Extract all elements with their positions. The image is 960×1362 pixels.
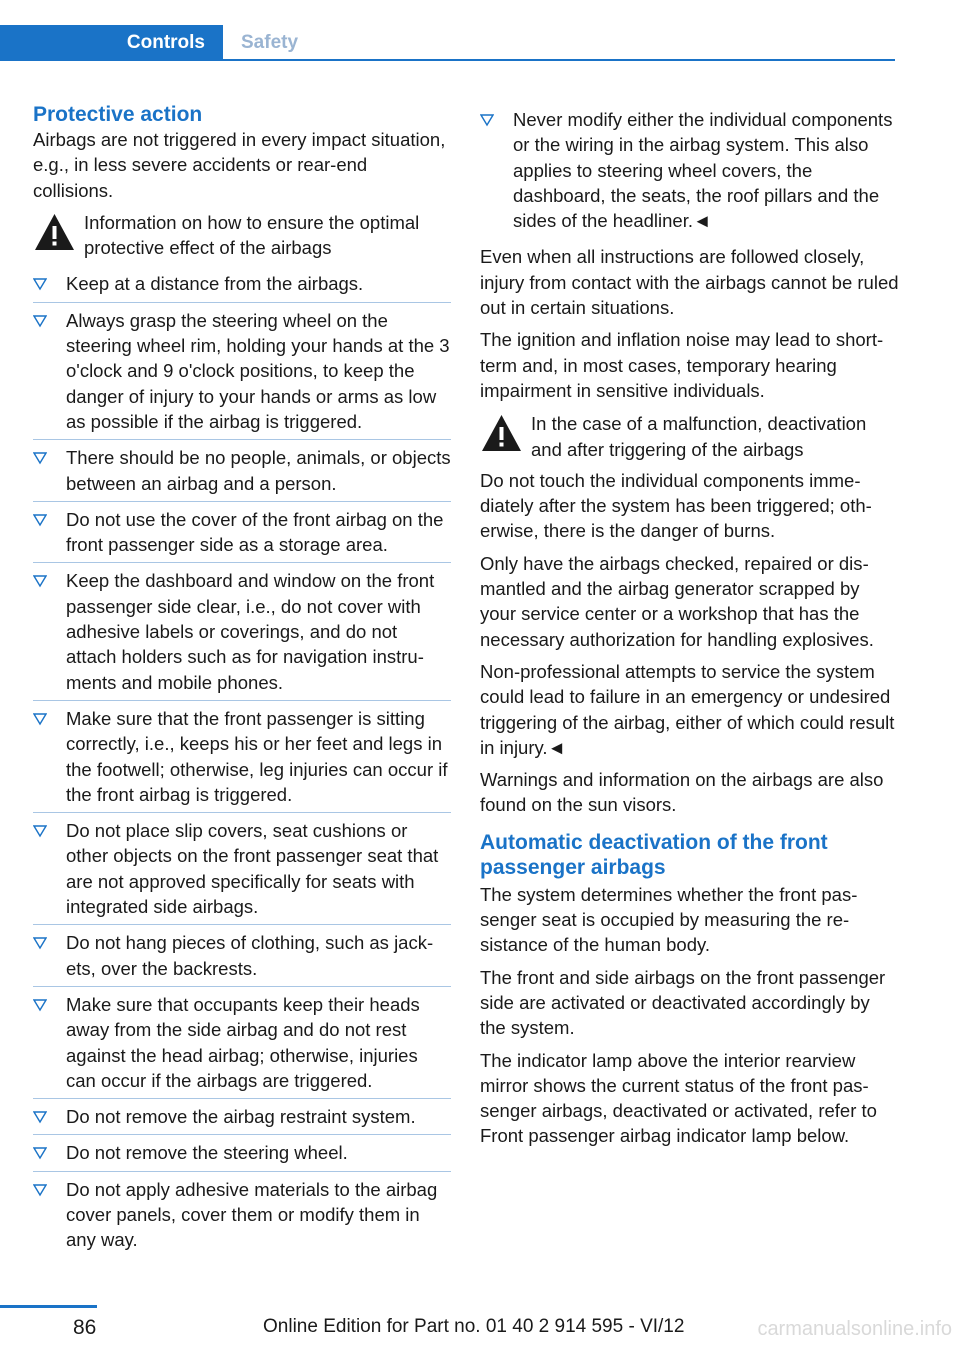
bullet-list: [33, 266, 451, 1257]
list-item-text: Always grasp the steering wheel on the steering wheel rim, holding your hands at the 3 o'clock and 9 o'clock positions, to keep the danger of injury to your hands or arms as low as possible if the airbag is triggered.: [66, 309, 450, 432]
list-item: [33, 987, 451, 1099]
paragraph: The system determines whether the front passenger seat is occupied by measuring the resistance of the human body.: [480, 883, 858, 956]
list-item: [33, 701, 451, 813]
list-item: [480, 102, 900, 238]
list-item-text: Keep at a distance from the airbags.: [66, 273, 364, 295]
header-rule: [0, 59, 895, 61]
warning-text: Information on how to ensure the optimal protective effect of the airbags: [84, 211, 420, 259]
section-heading-protective-action: Protective action: [33, 103, 203, 126]
triangle-bullet-icon: [480, 113, 494, 127]
triangle-bullet-icon: [33, 1183, 47, 1197]
triangle-bullet-icon: [33, 513, 47, 527]
list-item: [33, 563, 451, 700]
right-column: [480, 102, 900, 1156]
triangle-bullet-icon: [33, 936, 47, 950]
list-item: [33, 1099, 451, 1135]
footer-rule: [0, 1305, 97, 1308]
triangle-bullet-icon: [33, 574, 47, 588]
triangle-bullet-icon: [33, 1146, 47, 1160]
paragraph: Even when all instructions are followed closely, injury from contact with the airbags cannot be ruled out in certain situations.: [480, 246, 899, 319]
list-item-text: There should be no people, animals, or objects between an airbag and a person.: [66, 447, 451, 494]
list-item-text: Do not use the cover of the front airbag on the front passenger side as a storage area.: [66, 508, 444, 556]
intro-paragraph: Airbags are not triggered in every impact situation, e.g., in less severe accidents or rear-end collisions.: [33, 129, 446, 201]
triangle-bullet-icon: [33, 314, 47, 328]
triangle-bullet-icon: [33, 998, 47, 1012]
list-item-text: Do not remove the steering wheel.: [66, 1142, 348, 1164]
warning-block: [480, 411, 900, 462]
list-item-text: Do not hang pieces of clothing, such as jackets, over the backrests.: [66, 932, 434, 979]
paragraph: Only have the airbags checked, repaired or dismantled and the airbag generator scrapped by your service center or a workshop that has the necessary authorization for handling explosives.: [480, 552, 874, 650]
list-item-text: Make sure that the front passenger is sitting correctly, i.e., keeps his or her feet and legs in the footwell; otherwise, leg injuries can occur if the front airbag is triggered.: [66, 707, 448, 805]
section-heading-automatic-deactivation: Automatic deactivation of the front passenger airbags: [480, 830, 828, 879]
list-item-text: Make sure that occupants keep their heads away from the side airbag and do not rest against the head airbag; otherwise, injuries can occur if the airbags are triggered.: [66, 993, 420, 1091]
list-item: [33, 266, 451, 302]
warning-text: In the case of a malfunction, deactivation and after triggering of the airbags: [531, 413, 867, 460]
paragraph: The front and side airbags on the front passenger side are activated or deactivated accordingly by the system.: [480, 966, 886, 1039]
list-item: [33, 502, 451, 564]
list-item: [33, 303, 451, 440]
tab-controls[interactable]: Controls: [0, 25, 223, 61]
paragraph: The ignition and inflation noise may lead to short-term and, in most cases, temporary hearing impairment in sensitive individuals.: [480, 329, 884, 401]
triangle-bullet-icon: [33, 824, 47, 838]
paragraph: Non-professional attempts to service the system could lead to failure in an emergency or undesired triggering of the airbag, either of which could result in injury.◄: [480, 660, 895, 758]
header-bar: [0, 25, 895, 61]
edition-text: Online Edition for Part no. 01 40 2 914 595 - VI/12: [263, 1316, 685, 1337]
paragraph: Do not touch the individual components immediately after the system has been triggered; otherwise, there is the danger of burns.: [480, 469, 872, 542]
paragraph: Warnings and information on the airbags are also found on the sun visors.: [480, 769, 884, 816]
list-item-text: Do not remove the airbag restraint system.: [66, 1106, 416, 1128]
watermark-text: carmanualsonline.info: [757, 1318, 952, 1340]
triangle-bullet-icon: [33, 277, 47, 291]
list-item: [33, 1135, 451, 1171]
list-item-text: Do not place slip covers, seat cushions or other objects on the front passenger seat that are not approved specifically for seats with integrated side airbags.: [66, 820, 439, 918]
paragraph: The indicator lamp above the interior rearview mirror shows the current status of the front passenger airbags, deactivated or activated, refer to Front passenger airbag indicator lamp below.: [480, 1049, 877, 1147]
list-item: [33, 1172, 451, 1258]
list-item-text: Do not apply adhesive materials to the airbag cover panels, cover them or modify them in any way.: [66, 1178, 438, 1251]
list-item-text: Keep the dashboard and window on the front passenger side clear, i.e., do not cover with adhesive labels or coverings, and do not attach holders such as for navigation instruments and mobile phones.: [66, 570, 435, 693]
left-column: [33, 102, 451, 1258]
bullet-list-continued: [480, 102, 900, 238]
triangle-bullet-icon: [33, 712, 47, 726]
triangle-bullet-icon: [33, 451, 47, 465]
list-item: [33, 925, 451, 987]
list-item: [33, 813, 451, 925]
warning-block: [33, 210, 451, 261]
warning-triangle-icon: [33, 212, 76, 252]
triangle-bullet-icon: [33, 1110, 47, 1124]
page-number: 86: [73, 1316, 97, 1339]
tab-safety[interactable]: Safety: [241, 32, 299, 53]
list-item: [33, 440, 451, 502]
warning-triangle-icon: [480, 413, 523, 453]
list-item-text: Never modify either the individual components or the wiring in the airbag system. This also applies to steering wheel covers, the dashboard, the seats, the roof pillars and the sides of the headliner.◄: [513, 109, 893, 232]
